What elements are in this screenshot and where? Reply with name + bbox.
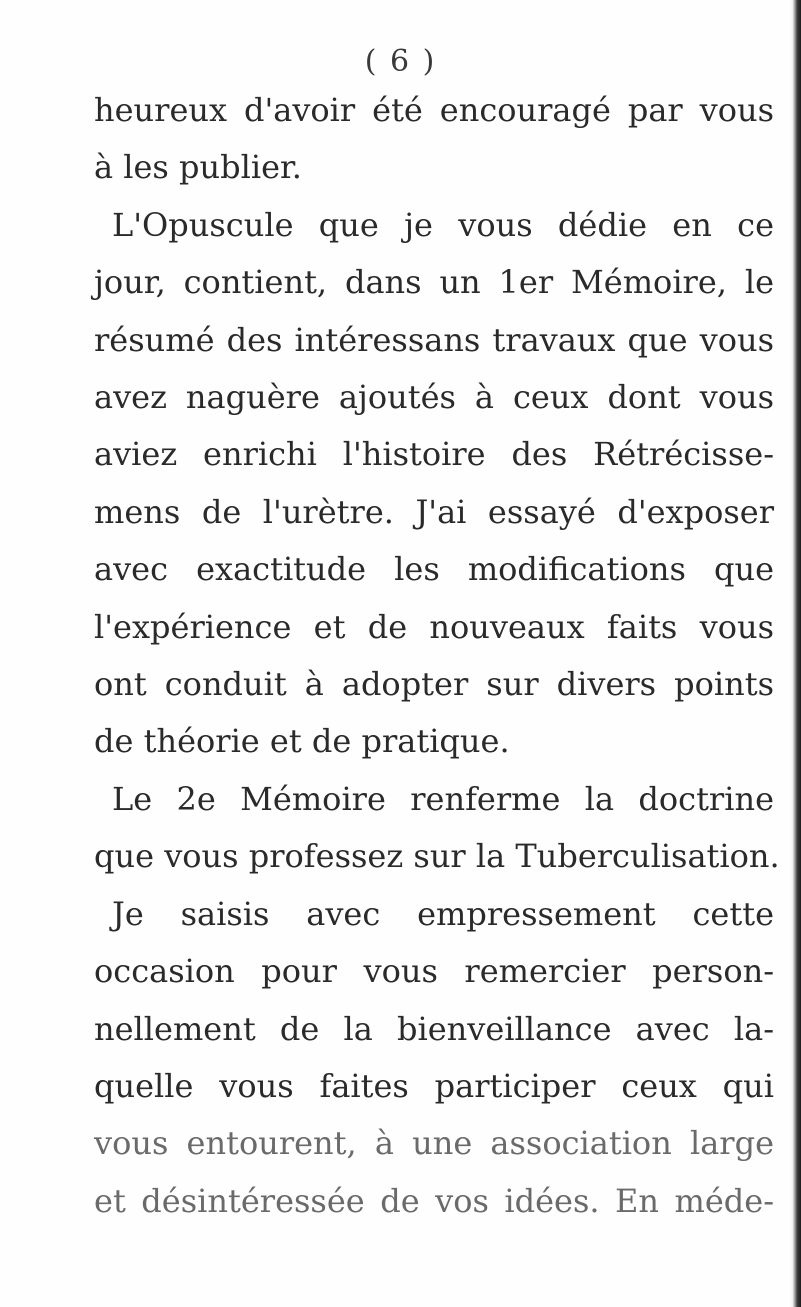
text-line: ont conduit à adopter sur divers points xyxy=(94,665,774,704)
text-line: heureux d'avoir été encouragé par vous xyxy=(94,91,774,129)
page-edge-shadow xyxy=(789,0,801,1307)
text-line: résumé des intéressans travaux que vous xyxy=(94,320,774,359)
text-line: mens de l'urètre. J'ai essayé d'exposer xyxy=(94,492,774,531)
text-line: vous entourent, à une association large xyxy=(94,1124,774,1163)
text-line: à les publier. xyxy=(94,148,302,187)
text-line: avec exactitude les modifications que xyxy=(94,550,774,589)
text-line: L'Opuscule que je vous dédie en ce xyxy=(112,205,774,244)
text-line: jour, contient, dans un 1er Mémoire, le xyxy=(94,263,774,302)
text-line: nellement de la bienveillance avec la- xyxy=(94,1009,774,1048)
page-number: ( 6 ) xyxy=(364,44,437,79)
text-line: l'expérience et de nouveaux faits vous xyxy=(94,607,774,646)
text-line: aviez enrichi l'histoire des Rétrécisse- xyxy=(94,435,774,474)
text-line: avez naguère ajoutés à ceux dont vous xyxy=(94,378,774,417)
text-line: occasion pour vous remercier person- xyxy=(94,952,774,991)
text-line: Le 2e Mémoire renferme la doctrine xyxy=(112,779,774,818)
text-line: quelle vous faites participer ceux qui xyxy=(94,1066,774,1105)
body-text xyxy=(94,82,780,1230)
text-line: et désintéressée de vos idées. En méde- xyxy=(94,1181,774,1220)
text-line: de théorie et de pratique. xyxy=(94,722,510,761)
text-line: que vous professez sur la Tuberculisation. xyxy=(94,837,780,876)
text-line: Je saisis avec empressement cette xyxy=(112,894,774,933)
